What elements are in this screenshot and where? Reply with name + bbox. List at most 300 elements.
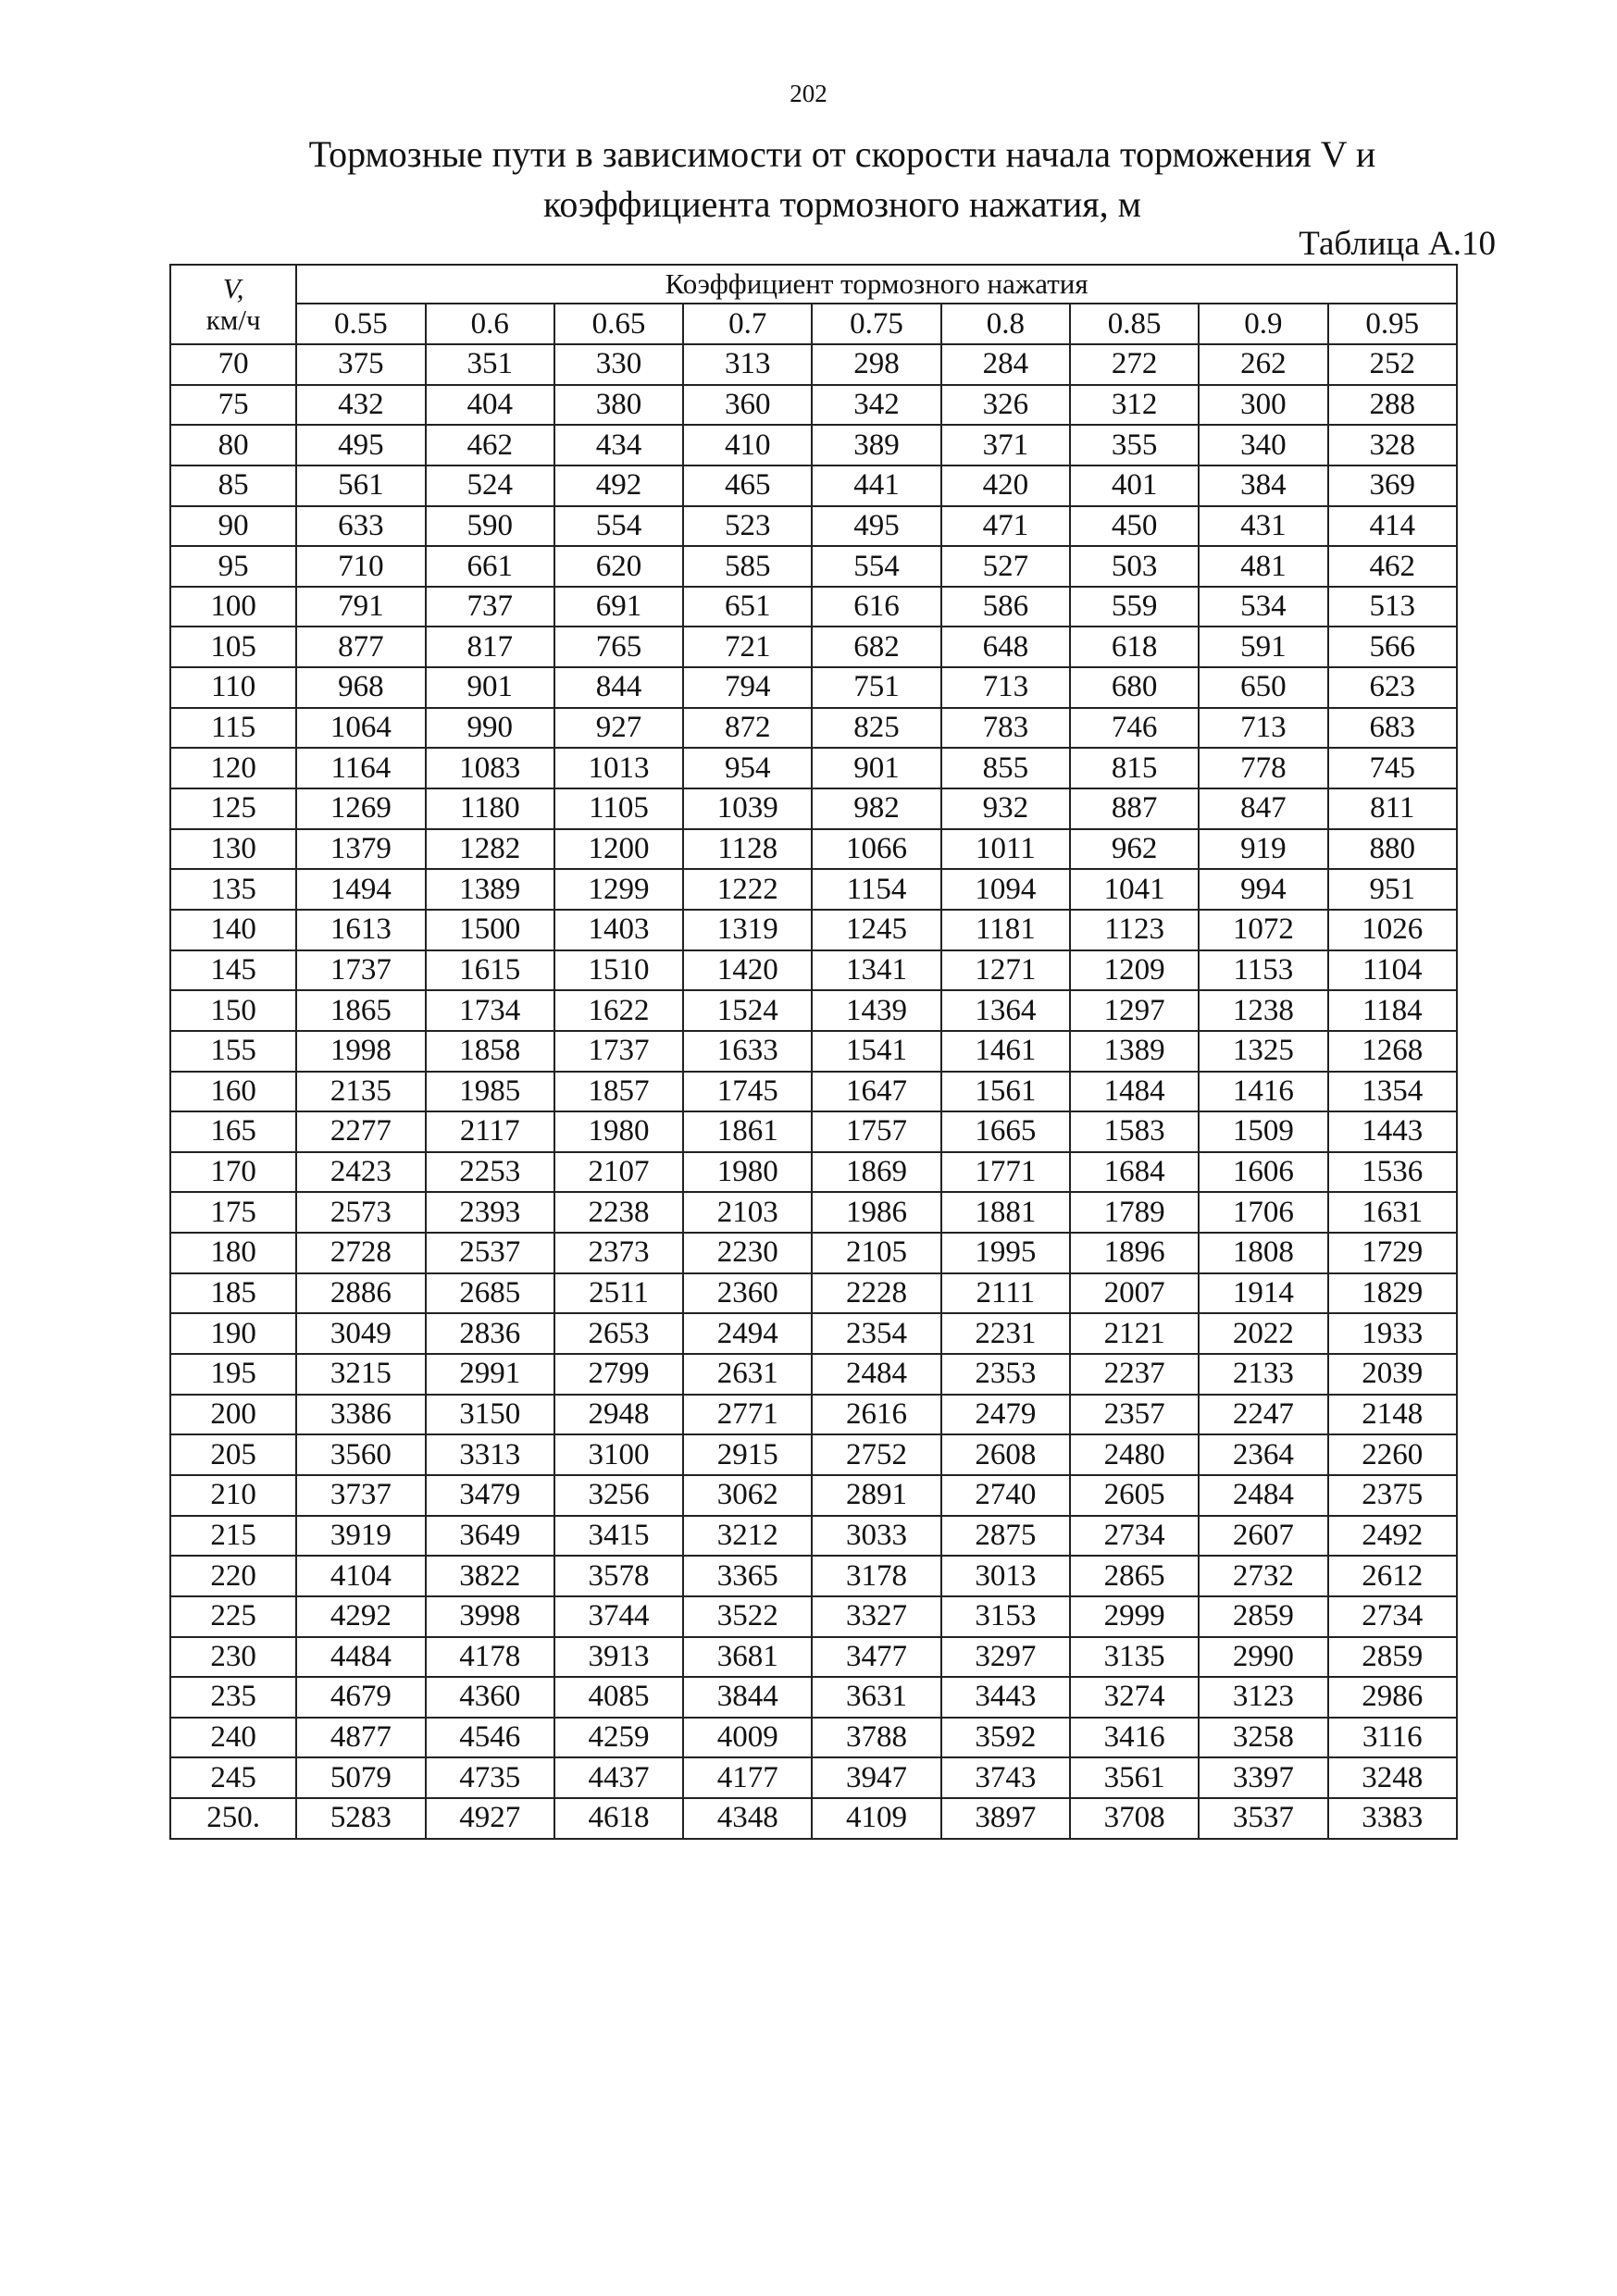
distance-cell: 4927: [426, 1798, 554, 1839]
distance-cell: 3681: [683, 1637, 812, 1678]
distance-cell: 982: [812, 788, 940, 829]
distance-cell: 3365: [683, 1556, 812, 1596]
distance-cell: 1998: [296, 1031, 425, 1072]
distance-cell: 811: [1328, 788, 1457, 829]
distance-cell: 623: [1328, 667, 1457, 708]
distance-cell: 1869: [812, 1152, 940, 1193]
distance-cell: 2022: [1199, 1313, 1327, 1354]
distance-cell: 3100: [554, 1434, 683, 1475]
distance-cell: 2354: [812, 1313, 940, 1354]
distance-cell: 1379: [296, 829, 425, 870]
speed-cell: 230: [170, 1637, 296, 1678]
distance-cell: 2007: [1070, 1273, 1199, 1314]
distance-cell: 2238: [554, 1192, 683, 1233]
distance-cell: 534: [1199, 587, 1327, 627]
distance-cell: 1180: [426, 788, 554, 829]
distance-cell: 1583: [1070, 1111, 1199, 1152]
table-row: [170, 1757, 1457, 1798]
distance-cell: 932: [941, 788, 1070, 829]
distance-cell: 2353: [941, 1354, 1070, 1395]
distance-cell: 2734: [1328, 1596, 1457, 1637]
distance-cell: 262: [1199, 344, 1327, 385]
distance-cell: 2484: [812, 1354, 940, 1395]
table-row: [170, 788, 1457, 829]
distance-cell: 1484: [1070, 1072, 1199, 1112]
distance-cell: 2148: [1328, 1395, 1457, 1435]
distance-cell: 1995: [941, 1233, 1070, 1273]
distance-cell: 1364: [941, 990, 1070, 1031]
distance-cell: 3998: [426, 1596, 554, 1637]
speed-cell: 235: [170, 1677, 296, 1718]
table-row: [170, 1516, 1457, 1557]
speed-cell: 150: [170, 990, 296, 1031]
distance-cell: 618: [1070, 627, 1199, 667]
distance-cell: 1200: [554, 829, 683, 870]
table-header-row: [170, 265, 1457, 304]
distance-cell: 2228: [812, 1273, 940, 1314]
distance-cell: 1319: [683, 910, 812, 950]
distance-cell: 1633: [683, 1031, 812, 1072]
coefficient-header: 0.85: [1070, 304, 1199, 344]
distance-cell: 4177: [683, 1757, 812, 1798]
distance-cell: 1282: [426, 829, 554, 870]
distance-cell: 746: [1070, 708, 1199, 749]
distance-cell: 342: [812, 385, 940, 426]
distance-cell: 880: [1328, 829, 1457, 870]
distance-cell: 994: [1199, 869, 1327, 910]
distance-cell: 2494: [683, 1313, 812, 1354]
distance-cell: 523: [683, 506, 812, 547]
distance-cell: 962: [1070, 829, 1199, 870]
distance-cell: 855: [941, 748, 1070, 788]
table-row: [170, 1192, 1457, 1233]
distance-cell: 3913: [554, 1637, 683, 1678]
distance-cell: 3479: [426, 1475, 554, 1516]
distance-cell: 887: [1070, 788, 1199, 829]
distance-cell: 1416: [1199, 1072, 1327, 1112]
table-row: [170, 829, 1457, 870]
distance-cell: 4109: [812, 1798, 940, 1839]
distance-cell: 1561: [941, 1072, 1070, 1112]
distance-cell: 432: [296, 385, 425, 426]
distance-cell: 2423: [296, 1152, 425, 1193]
title-line-1: Тормозные пути в зависимости от скорости начала торможения V и: [308, 133, 1376, 175]
speed-cell: 125: [170, 788, 296, 829]
table-row: [170, 1718, 1457, 1758]
distance-cell: 3274: [1070, 1677, 1199, 1718]
distance-cell: 3297: [941, 1637, 1070, 1678]
distance-cell: 2990: [1199, 1637, 1327, 1678]
distance-cell: 513: [1328, 587, 1457, 627]
distance-cell: 3822: [426, 1556, 554, 1596]
speed-cell: 155: [170, 1031, 296, 1072]
distance-cell: 1104: [1328, 950, 1457, 991]
distance-cell: 340: [1199, 425, 1327, 465]
distance-cell: 1524: [683, 990, 812, 1031]
distance-cell: 3537: [1199, 1798, 1327, 1839]
distance-cell: 5283: [296, 1798, 425, 1839]
distance-cell: 901: [426, 667, 554, 708]
page-title: [157, 130, 1527, 230]
distance-cell: 1443: [1328, 1111, 1457, 1152]
speed-symbol: V,: [222, 272, 244, 304]
distance-cell: 2277: [296, 1111, 425, 1152]
distance-cell: 1128: [683, 829, 812, 870]
distance-cell: 312: [1070, 385, 1199, 426]
distance-cell: 901: [812, 748, 940, 788]
coefficient-header-row: [170, 304, 1457, 344]
distance-cell: 4009: [683, 1718, 812, 1758]
speed-cell: 245: [170, 1757, 296, 1798]
table-row: [170, 748, 1457, 788]
distance-cell: 2605: [1070, 1475, 1199, 1516]
distance-cell: 2799: [554, 1354, 683, 1395]
distance-cell: 3649: [426, 1516, 554, 1557]
speed-cell: 180: [170, 1233, 296, 1273]
distance-cell: 1083: [426, 748, 554, 788]
distance-cell: 1914: [1199, 1273, 1327, 1314]
table-row: [170, 1475, 1457, 1516]
distance-cell: 713: [941, 667, 1070, 708]
distance-cell: 3386: [296, 1395, 425, 1435]
speed-cell: 120: [170, 748, 296, 788]
speed-cell: 240: [170, 1718, 296, 1758]
distance-cell: 3248: [1328, 1757, 1457, 1798]
distance-cell: 3415: [554, 1516, 683, 1557]
distance-cell: 3592: [941, 1718, 1070, 1758]
distance-cell: 713: [1199, 708, 1327, 749]
distance-cell: 2230: [683, 1233, 812, 1273]
distance-cell: 1181: [941, 910, 1070, 950]
distance-cell: 2859: [1199, 1596, 1327, 1637]
distance-cell: 1541: [812, 1031, 940, 1072]
distance-cell: 1615: [426, 950, 554, 991]
distance-cell: 691: [554, 587, 683, 627]
distance-cell: 3033: [812, 1516, 940, 1557]
distance-cell: 524: [426, 465, 554, 506]
distance-cell: 527: [941, 546, 1070, 587]
distance-cell: 1631: [1328, 1192, 1457, 1233]
distance-cell: 1865: [296, 990, 425, 1031]
distance-cell: 492: [554, 465, 683, 506]
title-line-2: коэффициента тормозного нажатия, м: [543, 183, 1141, 225]
table-row: [170, 506, 1457, 547]
distance-cell: 462: [1328, 546, 1457, 587]
table-row: [170, 990, 1457, 1031]
distance-cell: 4546: [426, 1718, 554, 1758]
coefficient-header: 0.7: [683, 304, 812, 344]
table-row: [170, 1233, 1457, 1273]
distance-cell: 2135: [296, 1072, 425, 1112]
distance-cell: 1325: [1199, 1031, 1327, 1072]
distance-cell: 355: [1070, 425, 1199, 465]
distance-cell: 1164: [296, 748, 425, 788]
distance-cell: 3897: [941, 1798, 1070, 1839]
distance-cell: 441: [812, 465, 940, 506]
distance-cell: 1881: [941, 1192, 1070, 1233]
distance-cell: 751: [812, 667, 940, 708]
distance-cell: 1271: [941, 950, 1070, 991]
distance-cell: 1757: [812, 1111, 940, 1152]
distance-cell: 3560: [296, 1434, 425, 1475]
speed-cell: 145: [170, 950, 296, 991]
distance-cell: 650: [1199, 667, 1327, 708]
distance-cell: 1154: [812, 869, 940, 910]
distance-cell: 1509: [1199, 1111, 1327, 1152]
distance-cell: 4104: [296, 1556, 425, 1596]
distance-cell: 298: [812, 344, 940, 385]
distance-cell: 2865: [1070, 1556, 1199, 1596]
distance-cell: 2653: [554, 1313, 683, 1354]
speed-cell: 185: [170, 1273, 296, 1314]
coefficient-header: 0.95: [1328, 304, 1457, 344]
distance-cell: 3135: [1070, 1637, 1199, 1678]
distance-cell: 2231: [941, 1313, 1070, 1354]
distance-cell: 384: [1199, 465, 1327, 506]
distance-cell: 1299: [554, 869, 683, 910]
distance-cell: 1789: [1070, 1192, 1199, 1233]
distance-cell: 847: [1199, 788, 1327, 829]
distance-cell: 3383: [1328, 1798, 1457, 1839]
distance-cell: 1980: [683, 1152, 812, 1193]
coefficient-header: 0.6: [426, 304, 554, 344]
distance-cell: 3947: [812, 1757, 940, 1798]
distance-cell: 2740: [941, 1475, 1070, 1516]
distance-cell: 4735: [426, 1757, 554, 1798]
table-row: [170, 1313, 1457, 1354]
distance-cell: 351: [426, 344, 554, 385]
distance-cell: 1026: [1328, 910, 1457, 950]
distance-cell: 919: [1199, 829, 1327, 870]
distance-cell: 2373: [554, 1233, 683, 1273]
speed-cell: 160: [170, 1072, 296, 1112]
table-row: [170, 1637, 1457, 1678]
distance-cell: 2732: [1199, 1556, 1327, 1596]
distance-cell: 554: [812, 546, 940, 587]
distance-cell: 4178: [426, 1637, 554, 1678]
distance-cell: 371: [941, 425, 1070, 465]
distance-cell: 3561: [1070, 1757, 1199, 1798]
table-row: [170, 627, 1457, 667]
speed-cell: 190: [170, 1313, 296, 1354]
coefficient-header: 0.55: [296, 304, 425, 344]
distance-cell: 2492: [1328, 1516, 1457, 1557]
distance-cell: 2771: [683, 1395, 812, 1435]
distance-cell: 4437: [554, 1757, 683, 1798]
distance-cell: 586: [941, 587, 1070, 627]
table-row: [170, 546, 1457, 587]
distance-cell: 616: [812, 587, 940, 627]
distance-cell: 3013: [941, 1556, 1070, 1596]
distance-cell: 434: [554, 425, 683, 465]
distance-cell: 3477: [812, 1637, 940, 1678]
distance-cell: 2573: [296, 1192, 425, 1233]
distance-cell: 313: [683, 344, 812, 385]
distance-cell: 2728: [296, 1233, 425, 1273]
distance-cell: 471: [941, 506, 1070, 547]
distance-cell: 1536: [1328, 1152, 1457, 1193]
distance-cell: 2734: [1070, 1516, 1199, 1557]
distance-cell: 990: [426, 708, 554, 749]
distance-cell: 791: [296, 587, 425, 627]
distance-cell: 1665: [941, 1111, 1070, 1152]
distance-cell: 3150: [426, 1395, 554, 1435]
coefficient-header: 0.75: [812, 304, 940, 344]
distance-cell: 2480: [1070, 1434, 1199, 1475]
distance-cell: 272: [1070, 344, 1199, 385]
distance-cell: 1041: [1070, 869, 1199, 910]
distance-cell: 680: [1070, 667, 1199, 708]
distance-cell: 3743: [941, 1757, 1070, 1798]
distance-cell: 1896: [1070, 1233, 1199, 1273]
distance-cell: 3844: [683, 1677, 812, 1718]
distance-cell: 4360: [426, 1677, 554, 1718]
speed-cell: 105: [170, 627, 296, 667]
distance-cell: 2357: [1070, 1395, 1199, 1435]
distance-cell: 2107: [554, 1152, 683, 1193]
distance-cell: 2117: [426, 1111, 554, 1152]
speed-cell: 135: [170, 869, 296, 910]
distance-cell: 2836: [426, 1313, 554, 1354]
distance-cell: 2752: [812, 1434, 940, 1475]
distance-cell: 3049: [296, 1313, 425, 1354]
table-row: [170, 1798, 1457, 1839]
distance-cell: 1461: [941, 1031, 1070, 1072]
distance-cell: 1861: [683, 1111, 812, 1152]
distance-cell: 481: [1199, 546, 1327, 587]
speed-cell: 115: [170, 708, 296, 749]
distance-cell: 1209: [1070, 950, 1199, 991]
distance-cell: 252: [1328, 344, 1457, 385]
distance-cell: 4679: [296, 1677, 425, 1718]
distance-cell: 3178: [812, 1556, 940, 1596]
distance-cell: 495: [812, 506, 940, 547]
table-row: [170, 465, 1457, 506]
distance-cell: 1808: [1199, 1233, 1327, 1273]
speed-cell: 95: [170, 546, 296, 587]
distance-cell: 3919: [296, 1516, 425, 1557]
distance-cell: 4292: [296, 1596, 425, 1637]
speed-cell: 170: [170, 1152, 296, 1193]
table-row: [170, 1556, 1457, 1596]
distance-cell: 2237: [1070, 1354, 1199, 1395]
distance-cell: 2612: [1328, 1556, 1457, 1596]
table-row: [170, 587, 1457, 627]
distance-cell: 1297: [1070, 990, 1199, 1031]
distance-cell: 1420: [683, 950, 812, 991]
distance-cell: 1439: [812, 990, 940, 1031]
distance-cell: 4618: [554, 1798, 683, 1839]
speed-cell: 225: [170, 1596, 296, 1637]
distance-cell: 927: [554, 708, 683, 749]
distance-cell: 877: [296, 627, 425, 667]
distance-cell: 2891: [812, 1475, 940, 1516]
table-row: [170, 385, 1457, 426]
distance-cell: 817: [426, 627, 554, 667]
distance-cell: 404: [426, 385, 554, 426]
distance-cell: 683: [1328, 708, 1457, 749]
distance-cell: 495: [296, 425, 425, 465]
table-row: [170, 1596, 1457, 1637]
distance-cell: 2111: [941, 1273, 1070, 1314]
speed-cell: 70: [170, 344, 296, 385]
distance-cell: 745: [1328, 748, 1457, 788]
distance-cell: 1985: [426, 1072, 554, 1112]
distance-cell: 3443: [941, 1677, 1070, 1718]
distance-cell: 1238: [1199, 990, 1327, 1031]
distance-cell: 844: [554, 667, 683, 708]
distance-cell: 2260: [1328, 1434, 1457, 1475]
speed-unit: км/ч: [205, 304, 261, 336]
distance-cell: 872: [683, 708, 812, 749]
speed-cell: 75: [170, 385, 296, 426]
distance-cell: 1737: [296, 950, 425, 991]
table-row: [170, 950, 1457, 991]
distance-cell: 1500: [426, 910, 554, 950]
distance-cell: 3708: [1070, 1798, 1199, 1839]
distance-cell: 1829: [1328, 1273, 1457, 1314]
distance-cell: 2360: [683, 1273, 812, 1314]
coefficient-header: 0.65: [554, 304, 683, 344]
distance-cell: 1745: [683, 1072, 812, 1112]
distance-cell: 1354: [1328, 1072, 1457, 1112]
distance-cell: 1389: [426, 869, 554, 910]
distance-cell: 2133: [1199, 1354, 1327, 1395]
table-row: [170, 425, 1457, 465]
table-row: [170, 910, 1457, 950]
speed-cell: 85: [170, 465, 296, 506]
distance-cell: 1510: [554, 950, 683, 991]
distance-cell: 1013: [554, 748, 683, 788]
distance-cell: 1647: [812, 1072, 940, 1112]
distance-cell: 401: [1070, 465, 1199, 506]
distance-cell: 2537: [426, 1233, 554, 1273]
distance-cell: 288: [1328, 385, 1457, 426]
distance-cell: 389: [812, 425, 940, 465]
table-row: [170, 869, 1457, 910]
distance-cell: 3215: [296, 1354, 425, 1395]
speed-cell: 210: [170, 1475, 296, 1516]
distance-cell: 3123: [1199, 1677, 1327, 1718]
speed-cell: 200: [170, 1395, 296, 1435]
distance-cell: 559: [1070, 587, 1199, 627]
distance-cell: 591: [1199, 627, 1327, 667]
table-row: [170, 1273, 1457, 1314]
distance-cell: 2479: [941, 1395, 1070, 1435]
distance-cell: 585: [683, 546, 812, 587]
table-row: [170, 1434, 1457, 1475]
distance-cell: 1039: [683, 788, 812, 829]
table-row: [170, 1111, 1457, 1152]
distance-cell: 3256: [554, 1475, 683, 1516]
distance-cell: 3522: [683, 1596, 812, 1637]
distance-cell: 1123: [1070, 910, 1199, 950]
distance-cell: 1494: [296, 869, 425, 910]
distance-cell: 1737: [554, 1031, 683, 1072]
braking-distance-table: [169, 264, 1458, 1840]
distance-cell: 2607: [1199, 1516, 1327, 1557]
distance-cell: 5079: [296, 1757, 425, 1798]
speed-cell: 205: [170, 1434, 296, 1475]
distance-cell: 954: [683, 748, 812, 788]
distance-cell: 2859: [1328, 1637, 1457, 1678]
distance-cell: 825: [812, 708, 940, 749]
distance-cell: 778: [1199, 748, 1327, 788]
distance-cell: 1734: [426, 990, 554, 1031]
distance-cell: 2039: [1328, 1354, 1457, 1395]
distance-cell: 2364: [1199, 1434, 1327, 1475]
coefficient-header: 0.9: [1199, 304, 1327, 344]
